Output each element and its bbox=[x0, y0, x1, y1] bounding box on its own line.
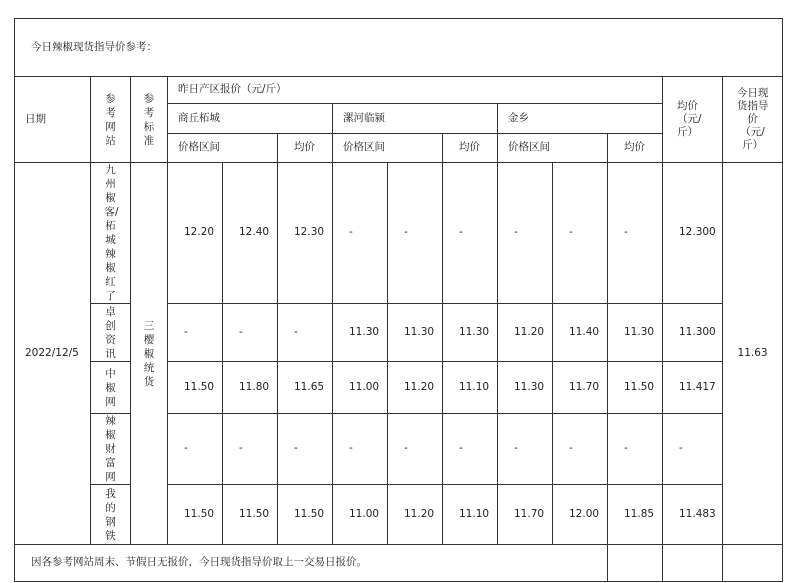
site-cell: 辣椒财富网 bbox=[91, 414, 131, 485]
value-cell: - bbox=[608, 163, 663, 304]
value-cell: 11.40 bbox=[553, 304, 608, 362]
empty-cell bbox=[723, 545, 783, 582]
value-cell: 11.50 bbox=[278, 485, 333, 545]
table-row bbox=[15, 414, 783, 485]
value-cell: - bbox=[168, 304, 223, 362]
footnote: 因各参考网站周末、节假日无报价，今日现货指导价取上一交易日报价。 bbox=[15, 545, 608, 582]
empty-cell bbox=[608, 545, 663, 582]
value-cell: 11.85 bbox=[608, 485, 663, 545]
value-cell: 11.30 bbox=[443, 304, 498, 362]
value-cell: 11.65 bbox=[278, 362, 333, 414]
value-cell: - bbox=[168, 414, 223, 485]
table-row bbox=[15, 362, 783, 414]
value-cell: - bbox=[443, 163, 498, 304]
header-date: 日期 bbox=[15, 77, 91, 163]
value-cell: - bbox=[498, 163, 553, 304]
row-avg-cell: 11.417 bbox=[663, 362, 723, 414]
table-row bbox=[15, 304, 783, 362]
date-cell: 2022/12/5 bbox=[15, 163, 91, 545]
value-cell: 11.50 bbox=[168, 362, 223, 414]
subheader-range: 价格区间 bbox=[168, 134, 278, 163]
value-cell: 12.40 bbox=[223, 163, 278, 304]
value-cell: - bbox=[388, 163, 443, 304]
value-cell: 11.50 bbox=[223, 485, 278, 545]
value-cell: - bbox=[333, 163, 388, 304]
value-cell: - bbox=[223, 414, 278, 485]
subheader-avg: 均价 bbox=[608, 134, 663, 163]
row-avg-cell: 12.300 bbox=[663, 163, 723, 304]
table-title: 今日辣椒现货指导价参考： bbox=[15, 19, 783, 77]
empty-cell bbox=[663, 545, 723, 582]
header-yesterday: 昨日产区报价（元/斤） bbox=[168, 77, 663, 104]
table-row bbox=[15, 485, 783, 545]
value-cell: 11.30 bbox=[388, 304, 443, 362]
value-cell: 11.70 bbox=[498, 485, 553, 545]
subheader-avg: 均价 bbox=[278, 134, 333, 163]
value-cell: 11.80 bbox=[223, 362, 278, 414]
site-cell: 中椒网 bbox=[91, 362, 131, 414]
value-cell: 11.50 bbox=[608, 362, 663, 414]
site-cell: 我的钢铁 bbox=[91, 485, 131, 545]
value-cell: 11.00 bbox=[333, 362, 388, 414]
value-cell: 12.30 bbox=[278, 163, 333, 304]
value-cell: 11.30 bbox=[608, 304, 663, 362]
row-avg-cell: 11.300 bbox=[663, 304, 723, 362]
table-row bbox=[15, 163, 783, 304]
header-standard: 参考标准 bbox=[131, 77, 168, 163]
value-cell: 12.00 bbox=[553, 485, 608, 545]
value-cell: 11.20 bbox=[498, 304, 553, 362]
row-avg-cell: - bbox=[663, 414, 723, 485]
region-jinxiang: 金乡 bbox=[498, 104, 663, 134]
value-cell: - bbox=[278, 304, 333, 362]
price-table bbox=[14, 18, 783, 582]
today-price-cell: 11.63 bbox=[723, 163, 783, 545]
value-cell: 11.10 bbox=[443, 485, 498, 545]
value-cell: 11.30 bbox=[333, 304, 388, 362]
region-luohe: 漯河临颍 bbox=[333, 104, 498, 134]
value-cell: 11.20 bbox=[388, 362, 443, 414]
header-site: 参考网站 bbox=[91, 77, 131, 163]
value-cell: - bbox=[608, 414, 663, 485]
value-cell: 11.30 bbox=[498, 362, 553, 414]
subheader-range: 价格区间 bbox=[498, 134, 608, 163]
value-cell: - bbox=[553, 163, 608, 304]
site-cell: 卓创资讯 bbox=[91, 304, 131, 362]
standard-cell: 三樱椒统货 bbox=[131, 163, 168, 545]
value-cell: 11.70 bbox=[553, 362, 608, 414]
value-cell: - bbox=[223, 304, 278, 362]
value-cell: 11.50 bbox=[168, 485, 223, 545]
value-cell: - bbox=[333, 414, 388, 485]
value-cell: 11.20 bbox=[388, 485, 443, 545]
value-cell: 11.00 bbox=[333, 485, 388, 545]
site-cell: 九州椒客/柘城辣椒红了 bbox=[91, 163, 131, 304]
value-cell: 11.10 bbox=[443, 362, 498, 414]
header-overall-avg: 均价（元/斤） bbox=[663, 77, 723, 163]
value-cell: - bbox=[388, 414, 443, 485]
value-cell: - bbox=[278, 414, 333, 485]
value-cell: 12.20 bbox=[168, 163, 223, 304]
value-cell: - bbox=[443, 414, 498, 485]
header-today-price: 今日现货指导价（元/斤） bbox=[723, 77, 783, 163]
region-shangqiu: 商丘柘城 bbox=[168, 104, 333, 134]
subheader-avg: 均价 bbox=[443, 134, 498, 163]
row-avg-cell: 11.483 bbox=[663, 485, 723, 545]
subheader-range: 价格区间 bbox=[333, 134, 443, 163]
value-cell: - bbox=[498, 414, 553, 485]
value-cell: - bbox=[553, 414, 608, 485]
